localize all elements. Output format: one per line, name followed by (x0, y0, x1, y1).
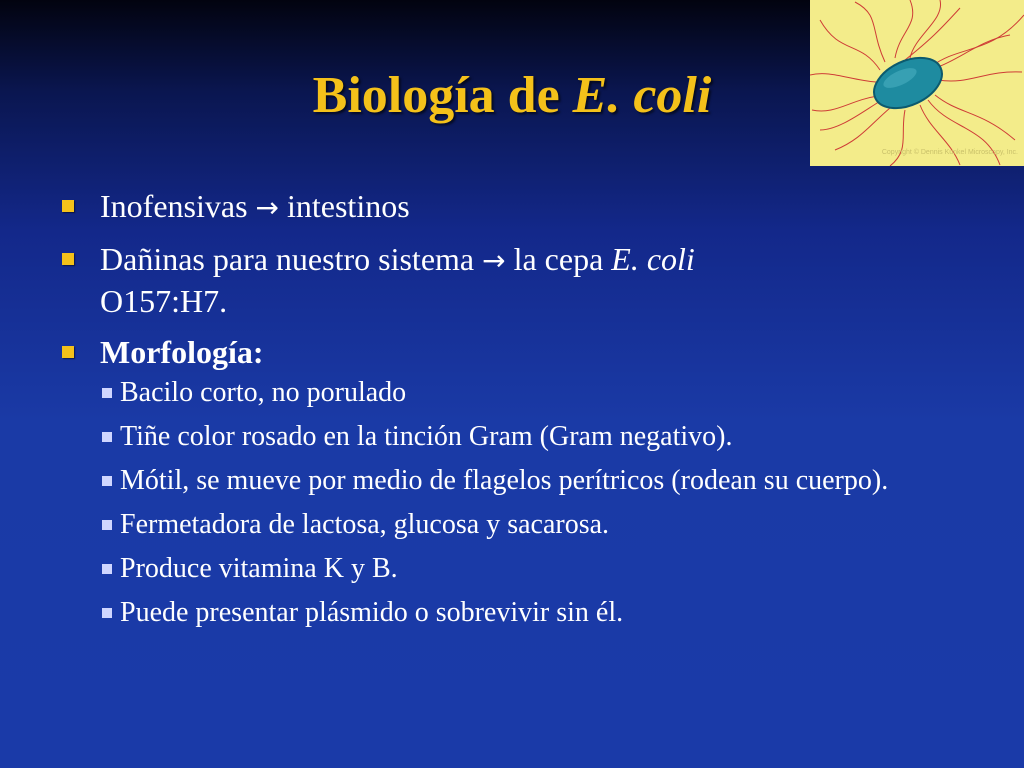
square-bullet-icon (102, 564, 112, 574)
bacterium-image (810, 0, 1024, 166)
bullet-text: Inofensivas (100, 188, 256, 224)
image-copyright: Copyright © Dennis Kunkel Microscopy, Inc. (881, 149, 1018, 156)
sub-bullet-text: Mótil, se mueve por medio de flagelos perítricos (rodean su cuerpo). (120, 465, 889, 496)
bullet-text: O157:H7. (100, 283, 228, 319)
square-bullet-icon (62, 346, 74, 358)
sub-bullet-item (74, 508, 962, 542)
bullet-text: intestinos (278, 188, 410, 224)
bullet-text: Dañinas para nuestro sistema (100, 241, 483, 277)
sub-bullet-item (74, 596, 962, 630)
title-text: Biología de (312, 67, 573, 124)
right-arrow-icon: → (255, 191, 279, 224)
square-bullet-icon (102, 520, 112, 530)
square-bullet-icon (102, 388, 112, 398)
sub-bullet-text: Bacilo corto, no porulado (120, 377, 407, 408)
square-bullet-icon (102, 608, 112, 618)
square-bullet-icon (102, 476, 112, 486)
sub-bullet-item (74, 376, 962, 410)
square-bullet-icon (62, 200, 74, 212)
bullet-italic: E. coli (611, 241, 695, 277)
sub-bullet-item (74, 420, 962, 454)
title-italic: E. coli (572, 67, 712, 124)
bullet-item (62, 332, 962, 630)
square-bullet-icon (62, 253, 74, 265)
sub-bullet-item (74, 464, 962, 498)
sub-bullet-text: Fermetadora de lactosa, glucosa y sacarosa. (120, 509, 610, 540)
bullet-item (62, 239, 962, 321)
bullet-text: la cepa (505, 241, 612, 277)
sub-bullet-text: Tiñe color rosado en la tinción Gram (Gram negativo). (120, 421, 733, 452)
sub-bullet-item (74, 552, 962, 586)
sub-bullet-text: Puede presentar plásmido o sobrevivir sin él. (120, 597, 624, 628)
square-bullet-icon (102, 432, 112, 442)
bullet-heading: Morfología: (100, 334, 264, 370)
sub-bullet-text: Produce vitamina K y B. (120, 553, 398, 584)
right-arrow-icon: → (482, 244, 506, 277)
bullet-item (62, 186, 962, 228)
bullet-list (62, 186, 962, 641)
sub-bullet-list (74, 376, 962, 630)
ecoli-illustration (810, 0, 1024, 166)
